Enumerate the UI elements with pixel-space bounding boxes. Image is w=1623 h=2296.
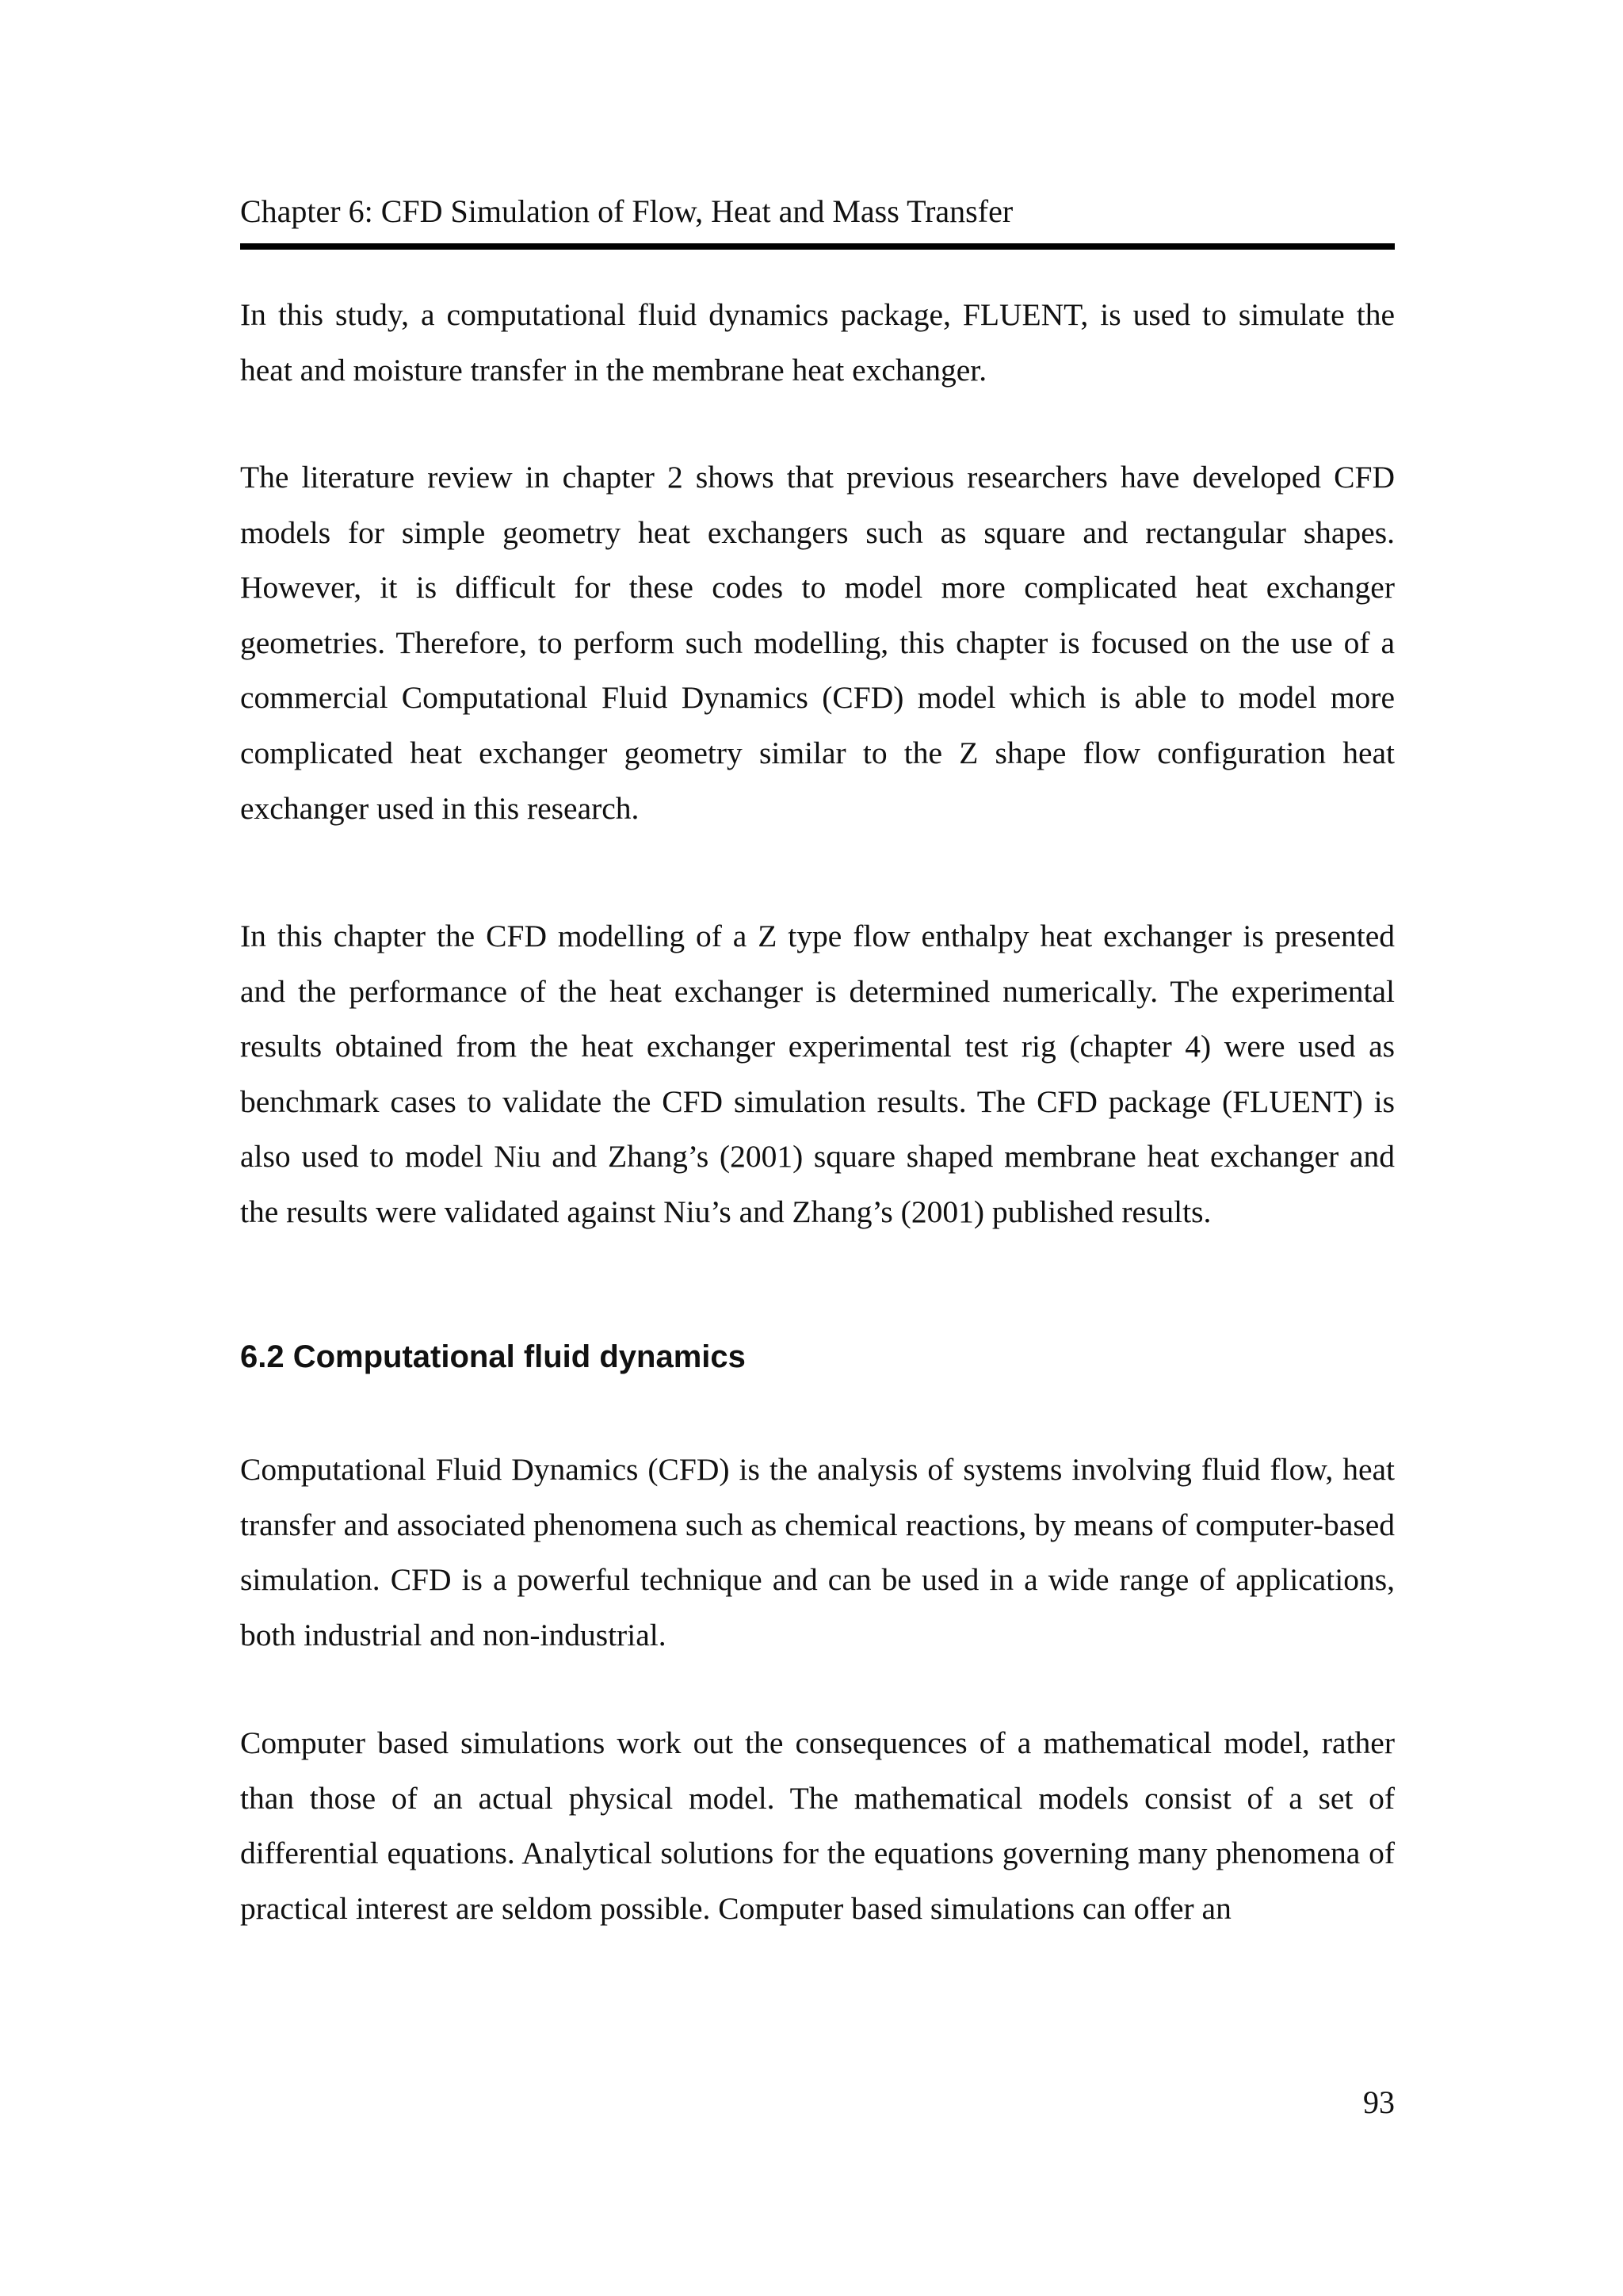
paragraph-chapter-overview: In this chapter the CFD modelling of a Z type flow enthalpy heat exchanger is presented and the performance of the heat exchanger is determined numerically. The experimental results obtained from the heat exchanger experimental test rig (chapter 4) were used as benchmark cases to validate the CFD simulation results. The CFD package (FLUENT) is also used to model Niu and Zhang’s (2001) square shaped membrane heat exchanger and the results were validated against Niu’s and Zhang’s (2001) published results. — [240, 919, 1395, 1229]
header-rule — [240, 243, 1395, 250]
running-header: Chapter 6: CFD Simulation of Flow, Heat and Mass Transfer — [240, 193, 1014, 229]
paragraph-cfd-definition: Computational Fluid Dynamics (CFD) is the analysis of systems involving fluid flow, heat transfer and associated phenomena such as chemical reactions, by means of computer-based simulation. CFD is a powerful technique and can be used in a wide range of applications, both industrial and non-industrial. — [240, 1452, 1395, 1652]
paragraph-literature-review: The literature review in chapter 2 shows that previous researchers have developed CFD models for simple geometry heat exchangers such as square and rectangular shapes. However, it is difficult for these codes to model more complicated heat exchanger geometries. Therefore, to perform such modelling, this chapter is focused on the use of a commercial Computational Fluid Dynamics (CFD) model which is able to model more complicated heat exchanger geometry similar to the Z shape flow configuration heat exchanger used in this research. — [240, 460, 1395, 826]
paragraph-fluent-intro: In this study, a computational fluid dynamics package, FLUENT, is used to simulate the heat and moisture transfer in the membrane heat exchanger. — [240, 297, 1395, 388]
section-heading: 6.2 Computational fluid dynamics — [240, 1339, 746, 1374]
page-number: 93 — [1363, 2084, 1395, 2120]
paragraph-computer-simulations: Computer based simulations work out the consequences of a mathematical model, rather than those of an actual physical model. The mathematical models consist of a set of differential equations. Analytical solutions for the equations governing many phenomena of practical interest are seldom possible. Computer based simulations can offer an — [240, 1725, 1395, 1926]
